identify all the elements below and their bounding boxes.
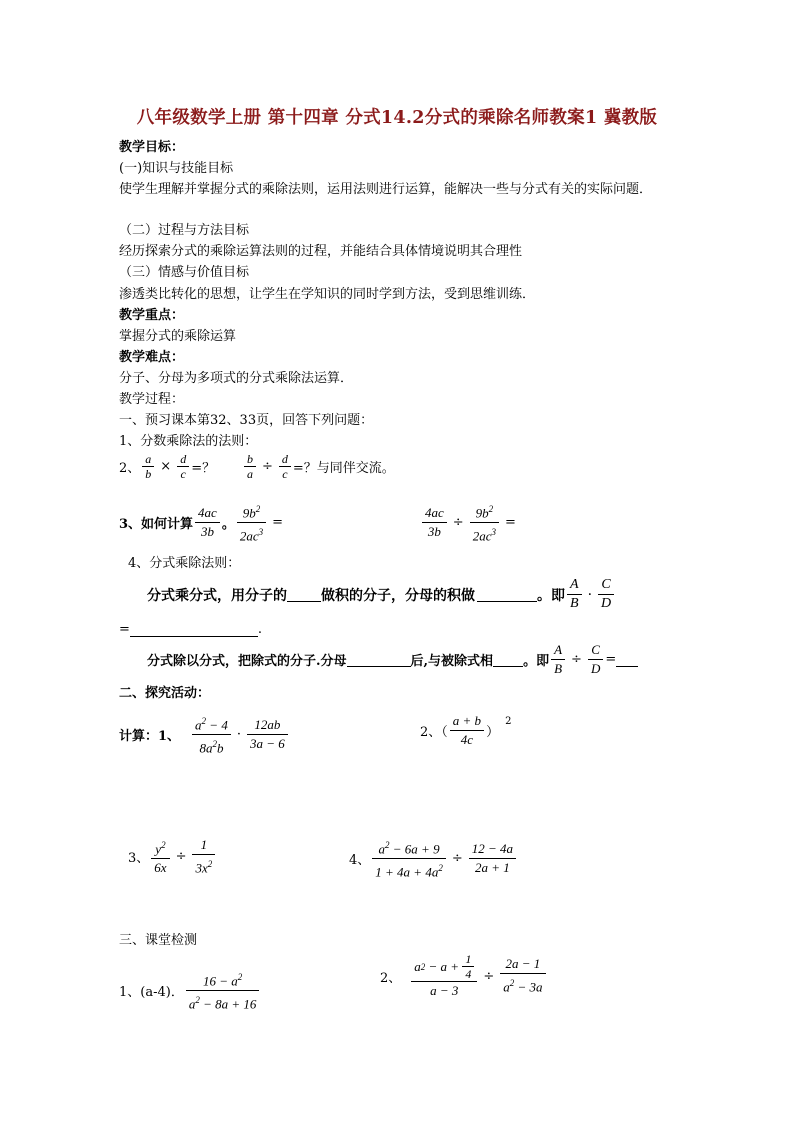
goal2-text: 经历探索分式的乘除运算法则的过程，并能结合具体情境说明其合理性 xyxy=(119,244,523,259)
preview-task: 一、预习课本第32、33页，回答下列问题： xyxy=(119,413,374,428)
question-3: 3、如何计算 $\frac{4ac}{3b}$ 。 $\frac{9b^2}{2ac^3}$ = xyxy=(119,500,287,546)
goal3-text: 渗透类比转化的思想，让学生在学知识的同时学到方法，受到思维训练． xyxy=(119,287,536,302)
process-heading: 教学过程： xyxy=(119,392,185,407)
fraction-12-4a-over-2a-1: $\frac{12 - 4a}{2a + 1}$ xyxy=(469,840,516,877)
fraction-a2-6a-9-over-1-4a-4a2: $\frac{a^2 - 6a + 9}{1 + 4a + 4a^2}$ xyxy=(372,836,446,882)
rule-multiplication: 分式乘分式，用分子的 做积的分子，分母的积做 。即 $\frac{A}{B}$ · $\frac{C}{D}$ xyxy=(147,576,616,613)
goal1-heading: (一)知识与技能目标 xyxy=(119,161,234,176)
rule-multiplication-result: = . xyxy=(119,622,263,637)
fraction-12ab-over-3a-6: $\frac{12ab}{3a - 6}$ xyxy=(247,716,288,753)
difficulty-text: 分子、分母为多项式的分式乘除法运算． xyxy=(119,371,354,386)
fraction-2a-1-over-a2-3a: $\frac{2a - 1}{a^2 - 3a}$ xyxy=(500,955,545,996)
key-heading: 教学重点： xyxy=(119,308,185,323)
fraction-A-over-B: $\frac{A}{B}$ xyxy=(567,576,582,613)
fraction-4ac-over-3b-2: $\frac{4ac}{3b}$ xyxy=(422,504,447,541)
exercise-4: 4、 $\frac{a^2 - 6a + 9}{1 + 4a + 4a^2}$ ÷ $\frac{12 - 4a}{2a + 1}$ xyxy=(349,836,518,882)
fraction-A-over-B-2: $\frac{A}{B}$ xyxy=(551,641,565,678)
fraction-9b2-over-2ac3-2: $\frac{9b^2}{2ac^3}$ xyxy=(470,500,499,546)
goal1-text: 使学生理解并掌握分式的乘除法则，运用法则进行运算，能解决一些与分式有关的实际问题． xyxy=(119,182,653,197)
fraction-y2-over-6x: $\frac{y^2}{6x}$ xyxy=(151,836,169,877)
exercise-3: 3、 $\frac{y^2}{6x}$ ÷ $\frac{1}{3x^2}$ xyxy=(128,836,217,877)
blank-3[interactable] xyxy=(130,622,258,637)
blank-4[interactable] xyxy=(347,652,411,667)
fraction-d-over-c-2: $\frac{d}{c}$ xyxy=(279,452,291,481)
goals-heading: 教学目标： xyxy=(119,140,185,155)
blank-2[interactable] xyxy=(477,587,537,602)
exercise-2: 2、（ $\frac{a + b}{4c}$ ） 2 xyxy=(420,713,512,747)
blank-1[interactable] xyxy=(287,587,321,602)
fraction-a-plus-b-over-4c: $\frac{a + b}{4c}$ xyxy=(450,712,484,749)
blank-6[interactable] xyxy=(616,652,638,667)
test-2: 2、 a 2 − a + $\frac{1}{4}$ a − 3 ÷ $\frac{2a - 1}{a^2 - 3a}$ xyxy=(380,952,548,1000)
fraction-b-over-a: $\frac{b}{a}$ xyxy=(244,452,256,481)
blank-5[interactable] xyxy=(493,652,523,667)
fraction-9b2-over-2ac3: $\frac{9b^2}{2ac^3}$ xyxy=(237,500,266,546)
question-2-division: $\frac{b}{a}$ ÷ $\frac{d}{c}$ =？与同伴交流。 xyxy=(242,452,395,481)
rule-division: 分式除以分式，把除式的分子.分母 后,与被除式相 。即 $\frac{A}{B}$ ÷ $\frac{C}{D}$ = xyxy=(147,641,638,678)
question-3-division: $\frac{4ac}{3b}$ ÷ $\frac{9b^2}{2ac^3}$ = xyxy=(420,500,520,546)
difficulty-heading: 教学难点： xyxy=(119,350,185,365)
test-1: 1、(a-4)． $\frac{16 - a^2}{a^2 - 8a + 16}$ xyxy=(119,968,261,1014)
fraction-a2-4-over-8a2b: $\frac{a^2 - 4}{8a^2b}$ xyxy=(192,712,231,758)
exercise-1: 计算：1、 $\frac{a^2 - 4}{8a^2b}$ · $\frac{12ab}{3a - 6}$ xyxy=(119,712,290,758)
goal2-heading: （二）过程与方法目标 xyxy=(119,223,250,238)
question-4: 4、分式乘除法则： xyxy=(128,556,241,571)
fraction-1-over-3x2: $\frac{1}{3x^2}$ xyxy=(192,836,215,877)
question-1: 1、分数乘除法的法则： xyxy=(119,434,258,449)
page-title: 八年级数学上册 第十四章 分式14.2分式的乘除名师教案1 冀教版 xyxy=(136,108,658,128)
section-3-heading: 三、课堂检测 xyxy=(119,933,198,948)
fraction-4ac-over-3b: $\frac{4ac}{3b}$ xyxy=(195,504,220,541)
fraction-d-over-c: $\frac{d}{c}$ xyxy=(177,452,189,481)
fraction-C-over-D-2: $\frac{C}{D}$ xyxy=(588,641,603,678)
question-2: 2、 $\frac{a}{b}$ × $\frac{d}{c}$ =？ xyxy=(119,452,216,481)
fraction-16-a2-over-a2-8a-16: $\frac{16 - a^2}{a^2 - 8a + 16}$ xyxy=(186,968,260,1014)
fraction-C-over-D: $\frac{C}{D}$ xyxy=(598,576,614,613)
goal3-heading: （三）情感与价值目标 xyxy=(119,265,250,280)
key-text: 掌握分式的乘除运算 xyxy=(119,329,237,344)
section-2-heading: 二、探究活动： xyxy=(119,686,211,701)
fraction-a-over-b: $\frac{a}{b}$ xyxy=(142,452,154,481)
fraction-a2-a-quarter-over-a-3: a 2 − a + $\frac{1}{4}$ a − 3 xyxy=(411,952,477,1000)
